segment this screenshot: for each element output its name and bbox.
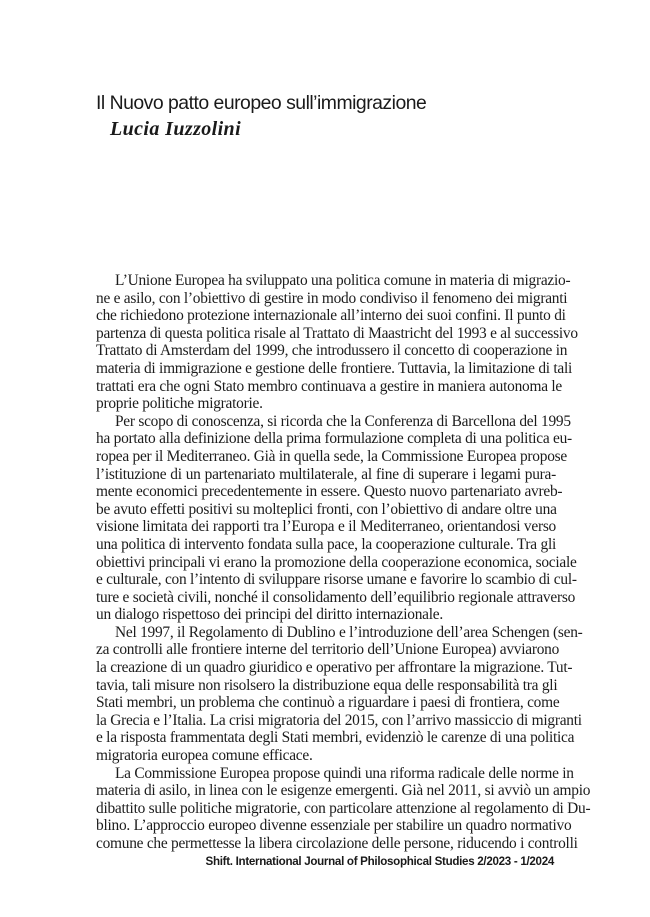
text-line: che richiedono protezione internazionale all’interno dei suoi confini. Il punto di: [96, 307, 566, 325]
journal-footer: Shift. International Journal of Philosophical Studies 2/2023 - 1/2024: [205, 855, 554, 868]
text-line: la creazione di un quadro giuridico e operativo per affrontare la migrazione. Tut-: [96, 659, 573, 677]
body-paragraph: [96, 623, 583, 765]
text-line: La Commissione Europea propose quindi una riforma radicale delle norme in: [115, 764, 574, 782]
text-line: la Grecia e l’Italia. La crisi migratoria del 2015, con l’arrivo massiccio di migranti: [96, 711, 582, 729]
text-line: Trattato di Amsterdam del 1999, che introdussero il concetto di cooperazione in: [96, 342, 568, 360]
text-line: proprie politiche migratorie.: [96, 395, 263, 413]
text-line: ture e società civili, nonché il consolidamento dell’equilibrio regionale attraverso: [96, 588, 576, 606]
body-paragraph: [96, 272, 578, 413]
text-line: za controlli alle frontiere interne del territorio dell’Unione Europea) avviarono: [96, 641, 560, 659]
text-line: migratoria europea comune efficace.: [96, 747, 313, 765]
text-line: be avuto effetti positivi su molteplici fronti, con l’obiettivo di andare oltre una: [96, 500, 557, 518]
text-line: una politica di intervento fondata sulla pace, la cooperazione culturale. Tra gli: [96, 535, 556, 553]
text-line: Nel 1997, il Regolamento di Dublino e l’introduzione dell’area Schengen (sen-: [115, 623, 583, 641]
text-line: partenza di questa politica risale al Trattato di Maastricht del 1993 e al successivo: [96, 324, 578, 342]
text-line: blino. L’approccio europeo divenne essenziale per stabilire un quadro normativo: [96, 817, 572, 835]
text-line: e la risposta frammentata degli Stati membri, evidenziò le carenze di una politica: [96, 729, 575, 747]
text-line: e culturale, con l’intento di sviluppare risorse umane e favorire lo scambio di cul-: [96, 571, 577, 589]
text-line: ne e asilo, con l’obiettivo di gestire in modo condiviso il fenomeno dei migranti: [96, 289, 568, 307]
text-line: materia di asilo, in linea con le esigenze emergenti. Già nel 2011, si avviò un ampio: [96, 782, 591, 800]
article-body: [96, 272, 591, 853]
text-line: l’istituzione di un partenariato multilaterale, al fine di superare i legami pura-: [96, 465, 556, 483]
text-line: dibattito sulle politiche migratorie, con particolare attenzione al regolamento di Du-: [96, 799, 591, 817]
article-title: Il Nuovo patto europeo sull’immigrazione: [96, 92, 427, 114]
text-line: comune che permettesse la libera circolazione delle persone, riducendo i controlli: [96, 835, 578, 852]
text-line: materia di immigrazione e gestione delle frontiere. Tuttavia, la limitazione di tali: [96, 359, 573, 377]
article-author: Lucia Iuzzolini: [110, 118, 242, 140]
text-line: mente economici precedentemente in essere. Questo nuovo partenariato avreb-: [96, 483, 563, 501]
text-line: Stati membri, un problema che continuò a riguardare i paesi di frontiera, come: [96, 694, 560, 712]
text-line: ropea per il Mediterraneo. Già in quella sede, la Commissione Europea propose: [96, 447, 567, 465]
text-line: un dialogo rispettoso dei principi del diritto internazionale.: [96, 606, 443, 624]
text-line: L’Unione Europea ha sviluppato una politica comune in materia di migrazio-: [115, 272, 571, 289]
body-paragraph: [96, 412, 577, 624]
text-line: tavia, tali misure non risolsero la distribuzione equa delle responsabilità tra gli: [96, 676, 558, 694]
text-line: ha portato alla definizione della prima formulazione completa di una politica eu-: [96, 430, 572, 448]
body-paragraph: [96, 764, 591, 853]
text-line: trattati era che ogni Stato membro continuava a gestire in maniera autonoma le: [96, 377, 562, 395]
text-line: obiettivi principali vi erano la promozione della cooperazione economica, sociale: [96, 553, 577, 571]
text-line: Per scopo di conoscenza, si ricorda che la Conferenza di Barcellona del 1995: [115, 412, 571, 430]
text-line: visione limitata dei rapporti tra l’Europa e il Mediterraneo, orientandosi verso: [96, 518, 556, 536]
